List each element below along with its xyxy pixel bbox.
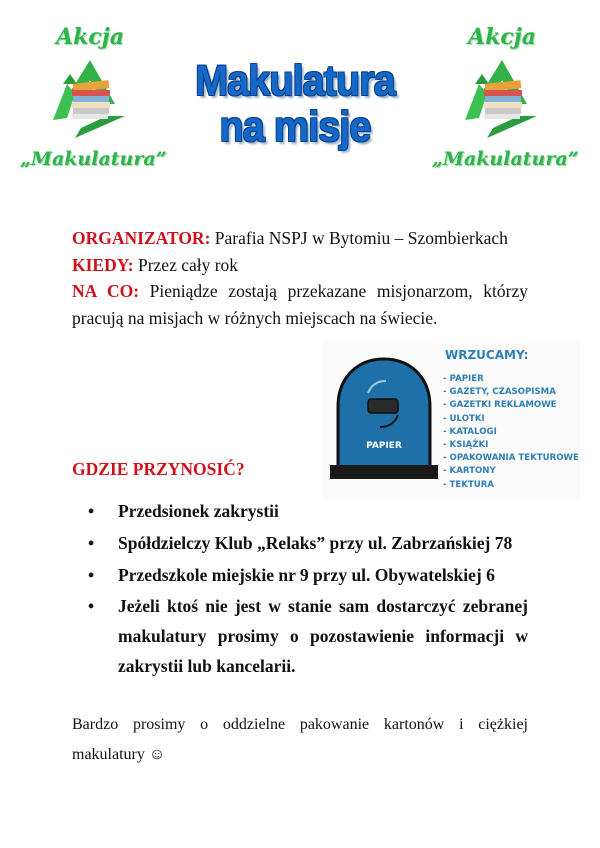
accepted-item: - PAPIER — [443, 374, 484, 384]
organizer-line — [72, 225, 528, 252]
logo-top-text: Akcja — [56, 24, 124, 50]
when-line — [72, 252, 528, 279]
bullet-icon: • — [88, 533, 95, 553]
accepted-item: - KATALOGI — [443, 426, 497, 437]
list-item — [88, 527, 528, 559]
list-item — [88, 559, 528, 591]
bin-label: PAPIER — [366, 441, 402, 451]
organizer-label: ORGANIZATOR: — [72, 228, 211, 248]
purpose-label: NA CO: — [72, 281, 140, 301]
accepted-item: - KSIĄŻKI — [443, 440, 489, 451]
list-item-text: Przedszkole miejskie nr 9 przy ul. Obywatelskiej 6 — [118, 565, 495, 585]
accepted-item: - TEKTURA — [443, 479, 495, 490]
accepted-item: - ULOTKI — [443, 413, 485, 424]
title-line-1: Makulatura — [195, 57, 395, 105]
logo-akcja-makulatura-right — [432, 22, 579, 172]
logo-akcja-makulatura-left — [20, 22, 167, 172]
logo-bottom-text: „Makulatura” — [20, 148, 167, 170]
logo-bottom-text: „Makulatura” — [432, 148, 579, 170]
accepted-item: - GAZETKI REKLAMOWE — [443, 400, 557, 411]
paper-bin-icon — [328, 355, 440, 487]
list-item-text: Spółdzielczy Klub „Relaks” przy ul. Zabrzańskiej 78 — [118, 533, 513, 553]
organizer-value: Parafia NSPJ w Bytomiu – Szombierkach — [210, 228, 508, 248]
when-value: Przez cały rok — [133, 254, 239, 275]
list-item — [88, 591, 528, 681]
logo-top-text: Akcja — [468, 24, 536, 50]
recycle-icon — [45, 54, 135, 144]
list-item-text: Przedsionek zakrystii — [118, 501, 279, 521]
info-section — [72, 225, 528, 331]
accepted-items-list — [443, 373, 579, 492]
footer-note: Bardzo prosimy o oddzielne pakowanie kartonów i ciężkiej makulatury ☺ — [72, 716, 528, 763]
bullet-icon: • — [88, 501, 95, 521]
accepted-item: - KARTONY — [443, 466, 496, 477]
drop-off-locations-list — [88, 495, 528, 681]
title-line-2: na misje — [219, 103, 371, 151]
when-label: KIEDY: — [72, 254, 134, 275]
recycling-bin-graphic — [322, 340, 580, 500]
accepted-item: - GAZETY, CZASOPISMA — [443, 387, 556, 398]
bullet-icon: • — [88, 596, 95, 616]
list-item — [88, 495, 528, 527]
list-item-text: Jeżeli ktoś nie jest w stanie sam dostarczyć zebranej makulatury prosimy o pozostawienie informacji w zakrystii lub kancelarii. — [118, 596, 528, 676]
accepted-items-title: WRZUCAMY: — [445, 348, 529, 362]
purpose-value: Pieniądze zostają przekazane misjonarzom, którzy pracują na misjach w różnych miejscach na świecie. — [72, 281, 528, 328]
where-heading: GDZIE PRZYNOSIĆ? — [72, 459, 245, 479]
purpose-line — [72, 278, 528, 331]
accepted-item: - OPAKOWANIA TEKTUROWE — [443, 453, 579, 464]
page-title — [180, 58, 410, 150]
recycle-icon — [457, 54, 547, 144]
bullet-icon: • — [88, 565, 95, 585]
